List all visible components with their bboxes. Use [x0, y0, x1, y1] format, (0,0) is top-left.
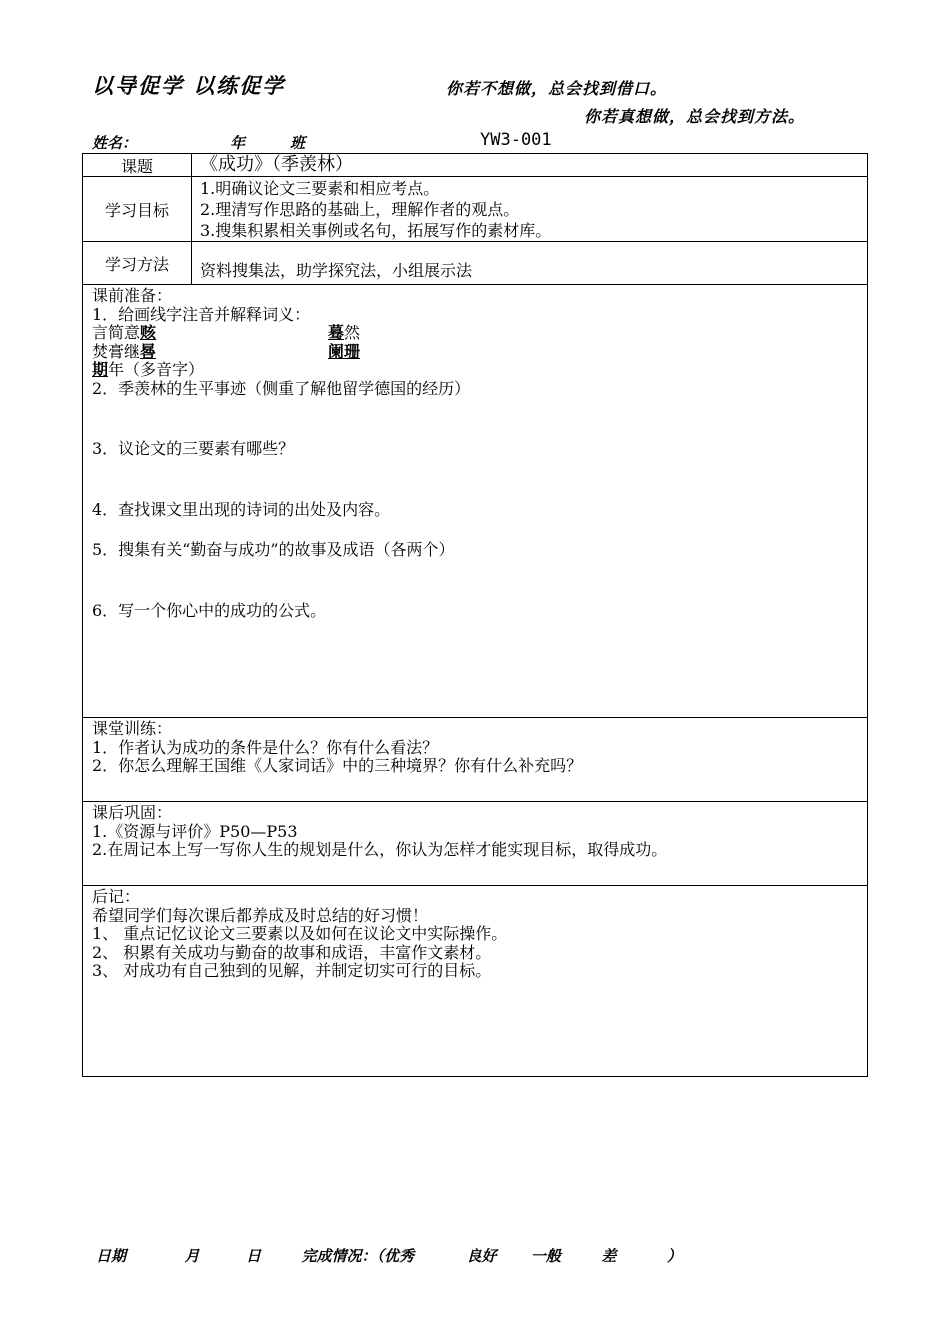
- postscript-item: 1、 重点记忆议论文三要素以及如何在议论文中实际操作。: [92, 924, 508, 943]
- goals-label: 学习目标: [83, 177, 192, 241]
- vocab-text: 焚膏继: [92, 341, 141, 361]
- name-label: 姓名：: [92, 134, 138, 152]
- underlined-char: 期: [92, 360, 109, 379]
- underlined-char: 蓦: [328, 323, 345, 342]
- postscript-item: 希望同学们每次课后都养成及时总结的好习惯！: [92, 905, 429, 925]
- prep-section: [83, 285, 867, 718]
- underlined-char: 晷: [140, 341, 157, 361]
- document-code: YW3-001: [480, 130, 552, 150]
- vocab-row-1: [92, 324, 859, 343]
- vocab-row-3: [92, 361, 859, 380]
- grade-label: 年: [230, 134, 246, 152]
- completion-footer: [96, 1245, 682, 1266]
- after-class-title: 课后巩固：: [92, 803, 173, 822]
- goals-list: [192, 177, 867, 241]
- month-label: 月: [184, 1247, 200, 1265]
- topic-row: [83, 154, 867, 177]
- class-training-title: 课堂训练：: [92, 719, 173, 738]
- topic-value: 《成功》（季羡林）: [200, 154, 353, 175]
- prep-question-2: 2．季羡林的生平事迹（侧重了解他留学德国的经历）: [92, 378, 471, 398]
- worksheet-table: [82, 153, 868, 1077]
- slogan: 以导促学 以练促学: [92, 74, 286, 98]
- prep-question-4: 4．查找课文里出现的诗词的出处及内容。: [92, 499, 391, 519]
- prep-question-1: 1．给画线字注音并解释词义：: [92, 304, 311, 324]
- prep-question-3: 3．议论文的三要素有哪些？: [92, 439, 295, 458]
- goal-item: 3.搜集积累相关事例或名句，拓展写作的素材库。: [200, 221, 552, 240]
- prep-title: 课前准备：: [92, 286, 173, 305]
- postscript-item: 2、 积累有关成功与勤奋的故事和成语，丰富作文素材。: [92, 942, 492, 962]
- motto-line-2: 你若真想做，总会找到方法。: [584, 107, 806, 126]
- prep-question-6: 6．写一个你心中的成功的公式。: [92, 600, 327, 620]
- vocab-text: 言简意: [92, 323, 141, 342]
- day-label: 日: [245, 1247, 261, 1265]
- completion-close: ）: [666, 1247, 682, 1265]
- completion-label: 完成情况：（优秀: [301, 1247, 414, 1265]
- method-value: 资料搜集法，助学探究法，小组展示法: [200, 261, 473, 280]
- goal-item: 1.明确议论文三要素和相应考点。: [200, 179, 440, 198]
- class-training-item: 2．你怎么理解王国维《人家词话》中的三种境界？你有什么补充吗？: [92, 756, 583, 775]
- rating-poor: 差: [601, 1247, 617, 1265]
- class-training-section: [83, 718, 867, 802]
- vocab-text: 年（多音字）: [108, 360, 205, 379]
- rating-average: 一般: [530, 1247, 561, 1265]
- goals-row: [83, 177, 867, 242]
- vocab-row-2: [92, 343, 859, 362]
- rating-good: 良好: [466, 1247, 497, 1265]
- after-class-item: 2.在周记本上写一写你人生的规划是什么，你认为怎样才能实现目标，取得成功。: [92, 840, 668, 859]
- underlined-char: 阑珊: [328, 341, 361, 361]
- class-label: 班: [290, 134, 306, 152]
- after-class-item: 1.《资源与评价》P50—P53: [92, 821, 298, 841]
- method-row: [83, 242, 867, 285]
- date-label: 日期: [96, 1247, 127, 1265]
- underlined-char: 赅: [140, 323, 157, 342]
- vocab-text: 然: [344, 323, 361, 342]
- postscript-item: 3、 对成功有自己独到的见解，并制定切实可行的目标。: [92, 961, 492, 980]
- topic-label: 课题: [83, 154, 192, 176]
- postscript-section: [83, 886, 867, 1076]
- postscript-title: 后记：: [92, 887, 141, 906]
- goal-item: 2.理清写作思路的基础上，理解作者的观点。: [200, 200, 520, 219]
- after-class-section: [83, 802, 867, 886]
- motto-line-1: 你若不想做，总会找到借口。: [446, 79, 668, 98]
- class-training-item: 1．作者认为成功的条件是什么？你有什么看法？: [92, 737, 439, 757]
- prep-question-5: 5．搜集有关“勤奋与成功”的故事及成语（各两个）: [92, 540, 455, 559]
- method-label: 学习方法: [83, 242, 192, 284]
